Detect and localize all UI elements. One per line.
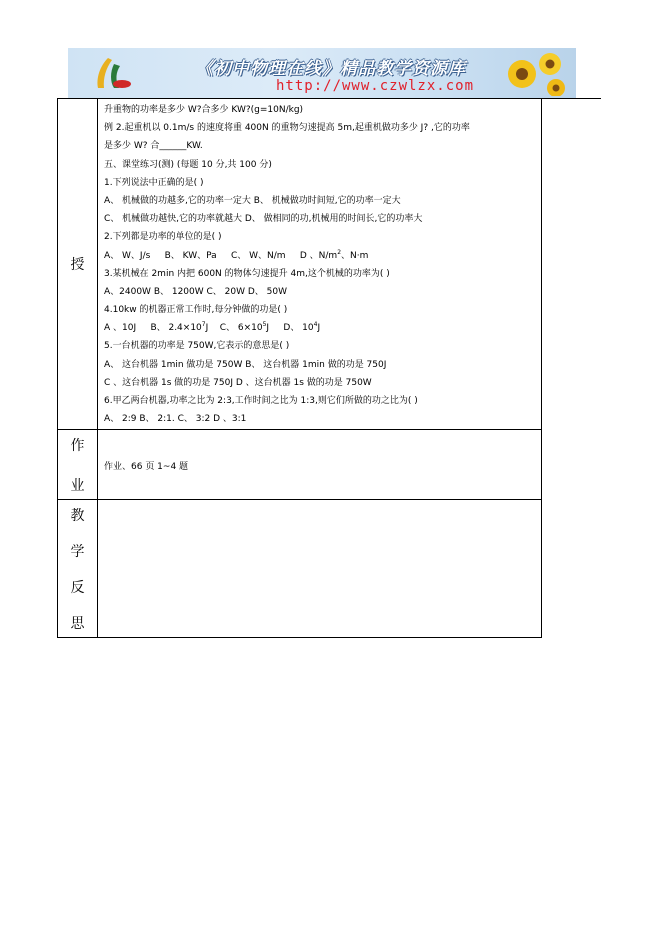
- text-line: 5.一台机器的功率是 750W,它表示的意思是( ): [104, 341, 290, 352]
- unit-options-line: A、 W、J/s B、 KW、Pa C、 W、N/m D 、$N/m^2$、N·m: [104, 248, 369, 261]
- text-line: 例 2.起重机以 0.1m/s 的速度将重 400N 的重物匀速提高 5m,起重机做功多少 J? ,它的功率: [104, 123, 470, 134]
- header-banner: [68, 48, 576, 98]
- homework-content: [98, 430, 542, 500]
- text-line: 2.下列都是功率的单位的是( ): [104, 232, 222, 243]
- table-row: [58, 99, 542, 430]
- text-line: A、2400W B、 1200W C、 20W D、 50W: [104, 286, 288, 297]
- text-line: 升重物的功率是多少 W?合多少 KW?(g=10N/kg): [104, 105, 304, 115]
- teach-label: 授: [58, 99, 98, 430]
- divider: [541, 98, 601, 99]
- text-line: A、 这台机器 1min 做功是 750W B、 这台机器 1min 做的功是 750J: [104, 359, 387, 370]
- text-line: 五、课堂练习(测) (每题 10 分,共 100 分): [104, 159, 272, 170]
- text-line: 4.10kw 的机器正常工作时,每分钟做的功是( ): [104, 305, 288, 316]
- table-row: [58, 500, 542, 638]
- banner-url[interactable]: http://www.czwlzx.com: [276, 78, 475, 94]
- text-line: C 、这台机器 1s 做的功是 750J D 、这台机器 1s 做的功是 750W: [104, 377, 372, 388]
- text-line: C、 机械做功越快,它的功率就越大 D、 做相同的功,机械用的时间长,它的功率大: [104, 214, 423, 225]
- logo-icon: [86, 54, 136, 94]
- reflection-label: 教 学 反 思: [58, 500, 98, 638]
- reflection-content[interactable]: [98, 500, 542, 638]
- text-line: A、 机械做的功越多,它的功率一定大 B、 机械做功时间短,它的功率一定大: [104, 195, 401, 206]
- homework-label: 作 业: [58, 430, 98, 500]
- sunflower-icon: [500, 50, 570, 96]
- teach-content: [98, 99, 542, 430]
- table-row: [58, 430, 542, 500]
- homework-text: 作业、66 页 1~4 题: [104, 462, 189, 472]
- text-line: 3.某机械在 2min 内把 600N 的物体匀速提升 4m,这个机械的功率为( ): [104, 268, 390, 279]
- text-line: 6.甲乙两台机器,功率之比为 2:3,工作时间之比为 1:3,则它们所做的功之比为( ): [104, 396, 418, 406]
- lesson-table: [57, 98, 542, 638]
- work-options-line: A 、10J B、 $2.4\times 10^7J$ C、 $6\times 10^5J$ D、 $10^4J$: [104, 321, 321, 334]
- banner-title: 《初中物理在线》精品教学资源库: [196, 59, 466, 79]
- text-line: 是多少 W? 合______KW.: [104, 141, 203, 152]
- text-line: 1.下列说法中正确的是( ): [104, 177, 204, 188]
- text-line: A、 2:9 B、 2:1. C、 3:2 D 、3:1: [104, 414, 247, 425]
